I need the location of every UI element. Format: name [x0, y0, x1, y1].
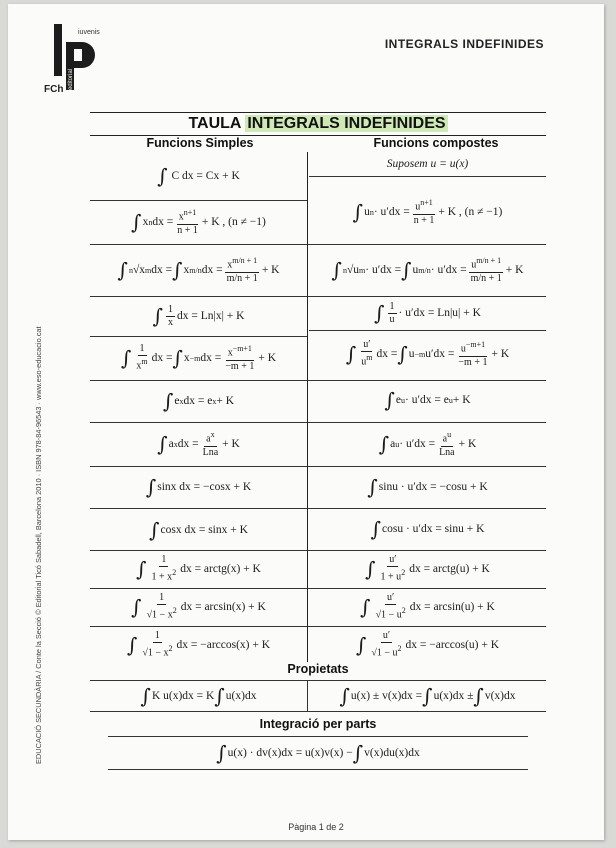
integrals-table: [90, 152, 546, 662]
column-header-compound: Funcions compostes: [373, 136, 499, 150]
formula-log: ∫ $\frac{1}{x}$ dx = Ln|x| + K: [152, 303, 245, 328]
by-parts-heading: Integració per parts: [259, 717, 377, 731]
formula-linearity: ∫ u(x) ± v(x)dx = ∫ u(x)dx ± ∫ v(x)dx: [339, 684, 516, 708]
publisher-logo: [44, 20, 106, 98]
row-divider: [90, 550, 546, 551]
side-credit-text: EDUCACIÓ SECUNDÀRIA / Conte la Secció © Editorial Ticó Sabadell, Barcelona 2010 · ISBN 978-84-96543 · www.eso-educacio.cat: [34, 326, 43, 764]
formula-sine-compound: ∫ sinu · u′dx = −cosu + K: [367, 475, 488, 499]
row-divider: [90, 244, 546, 245]
row-divider: [309, 176, 546, 177]
formula-arctangent: ∫ $\frac{1}{1 + x^2}$ dx = arctg(x) + K: [136, 554, 261, 583]
formula-arccosine-compound: ∫ $\frac{u'}{√1 - u^2}$ dx = −arccos(u) + K: [355, 630, 500, 659]
row-divider: [309, 330, 546, 331]
formula-integration-by-parts: ∫ u(x) · dv(x)dx = u(x)v(x) − ∫ v(x)du(x)dx: [108, 736, 528, 770]
row-divider: [90, 626, 546, 627]
row-divider: [90, 380, 546, 381]
formula-exponential-compound: ∫ e u · u′dx = e u + K: [384, 388, 471, 412]
column-divider: [307, 681, 308, 711]
formula-arcsine-compound: ∫ $\frac{u'}{√1 - u^2}$ dx = arcsin(u) + K: [360, 592, 495, 621]
logo-text: FCh: [44, 84, 64, 95]
compound-note: [309, 154, 546, 174]
formula-general-exponential: ∫ a x dx = $\frac{a^x}{\text{Lna}}$ + K: [157, 430, 240, 458]
row-divider: [90, 200, 307, 201]
formula-negative-power-compound: ∫ $\frac{u'}{u^m}$ dx = ∫ u −m u′dx = $\frac{u^{-m+1}}{-m + 1}$ + K: [345, 339, 510, 368]
table-title: [90, 112, 546, 136]
logo-small-text: iuvenis: [78, 29, 100, 36]
column-divider: [307, 152, 308, 662]
properties-heading: Propietats: [287, 662, 349, 676]
formula-log-compound: ∫ $\frac{1}{u}$ · u′dx = Ln|u| + K: [374, 300, 481, 325]
formula-power: ∫ x n dx = $\frac{x^{n+1}}{n + 1}$ + K , (n ≠ −1): [131, 208, 266, 236]
formula-cosine: ∫ cosx dx = sinx + K: [149, 518, 248, 542]
properties-row: [90, 680, 546, 712]
row-divider: [90, 588, 546, 589]
formula-exponential: ∫ e x dx = e x + K: [162, 389, 235, 413]
formula-root: ∫ n √x m dx = ∫ x m/n dx = $\frac{x^{m/n + 1}}{m/n + 1}$ + K: [117, 256, 280, 284]
formula-arcsine: ∫ $\frac{1}{√1 - x^2}$ dx = arcsin(x) + K: [131, 592, 266, 621]
formula-arctangent-compound: ∫ $\frac{u'}{1 + u^2}$ dx = arctg(u) + K: [365, 554, 490, 583]
table-title-prefix: TAULA: [188, 115, 246, 132]
column-header-simple: Funcions Simples: [146, 136, 254, 150]
formula-arccosine: ∫ $\frac{1}{√1 - x^2}$ dx = −arccos(x) + K: [126, 630, 271, 659]
formula-negative-power: ∫ $\frac{1}{x^m}$ dx = ∫ x −m dx = $\frac{x^{-m+1}}{-m + 1}$ + K: [120, 343, 277, 372]
table-title-highlight: INTEGRALS INDEFINIDES: [247, 115, 446, 132]
row-divider: [90, 508, 546, 509]
formula-power-compound: ∫ u n · u′dx = $\frac{u^{n+1}}{n + 1}$ + K , (n ≠ −1): [352, 198, 503, 226]
compound-note-text: Suposem u = u(x): [386, 158, 469, 170]
logo-side-text: editorial: [68, 68, 74, 90]
row-divider: [90, 296, 546, 297]
header-title: INTEGRALS INDEFINIDES: [384, 37, 544, 51]
formula-sine: ∫ sinx dx = −cosx + K: [145, 475, 252, 499]
formula-general-exponential-compound: ∫ a u · u′dx = $\frac{a^u}{\text{Lna}}$ + K: [378, 430, 477, 458]
page-number: Pàgina 1 de 2: [288, 822, 344, 832]
row-divider: [90, 422, 546, 423]
row-divider: [90, 336, 307, 337]
document-page: [8, 4, 604, 840]
row-divider: [90, 466, 546, 467]
formula-root-compound: ∫ n √u m · u′dx = ∫ u m/n · u′dx = $\frac{u^{m/n + 1}}{m/n + 1}$ + K: [331, 256, 524, 284]
formula-cosine-compound: ∫ cosu · u′dx = sinu + K: [370, 517, 485, 541]
formula-constant-factor: ∫ K u(x)dx = K ∫ u(x)dx: [140, 684, 257, 708]
formula-constant: ∫ C dx = Cx + K: [157, 164, 240, 188]
